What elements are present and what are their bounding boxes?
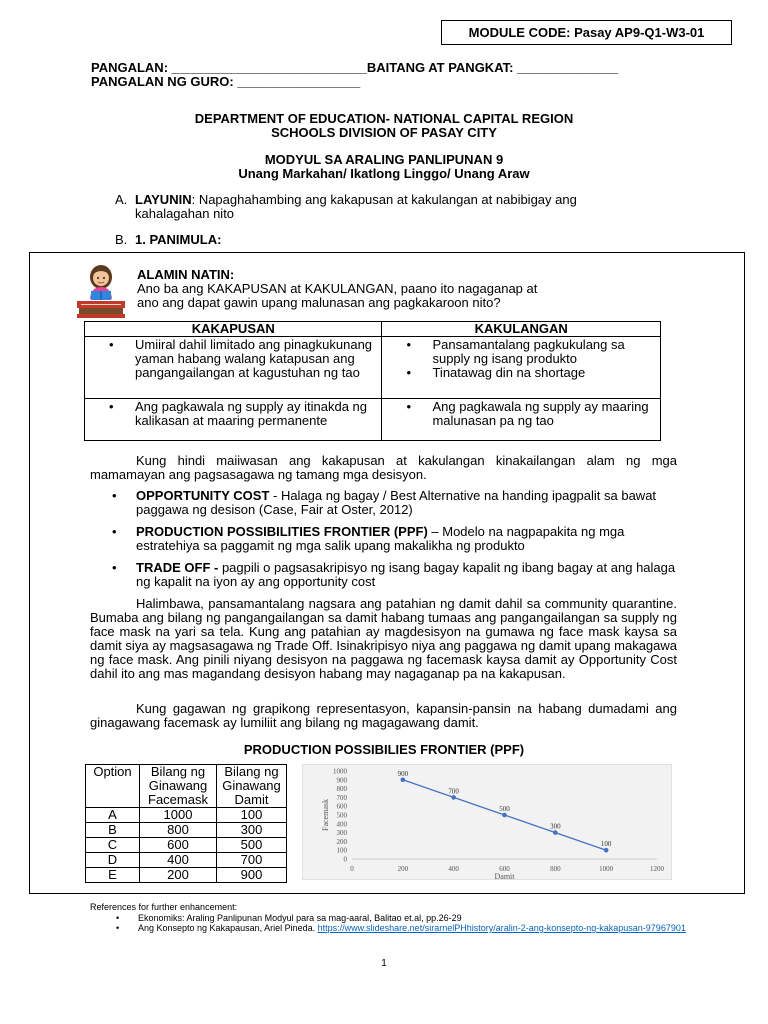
- ppf-chart: [302, 764, 672, 880]
- table-cell: 600: [140, 838, 217, 853]
- definition-text: – Modelo na nagpapakita ng mga estratehiya sa paggamit ng mga salik upang makalikha ng produkto: [136, 524, 625, 553]
- data-point: [553, 830, 558, 835]
- section-a-text: : Napaghahambing ang kakapusan at kakulangan at nabibigay ang kahalagahan nito: [135, 192, 577, 221]
- table-row: [86, 808, 287, 823]
- x-tick-label: 1000: [599, 865, 614, 873]
- list-item: • Ang pagkawala ng supply ay itinakda ng kalikasan at maaring permanente: [89, 400, 377, 428]
- paragraph: [90, 597, 677, 681]
- table-cell: B: [86, 823, 140, 838]
- page-number: 1: [381, 958, 387, 969]
- table-cell: [382, 399, 661, 441]
- module-title: MODYUL SA ARALING PANLIPUNAN 9: [264, 152, 504, 167]
- y-tick-label: 500: [336, 811, 347, 820]
- data-label: 300: [550, 822, 561, 831]
- table-cell: 400: [140, 853, 217, 868]
- table-cell: 900: [217, 868, 287, 883]
- list-item: • Umiiral dahil limitado ang pinagkukunang yaman habang walang katapusan ang pangangailangan at kagustuhan ng tao: [89, 338, 377, 380]
- x-tick-label: 0: [350, 865, 354, 873]
- section-a-objective: [115, 193, 625, 221]
- module-code: MODULE CODE: Pasay AP9-Q1-W3-01: [468, 25, 705, 40]
- table-row: [86, 868, 287, 883]
- table-row: [86, 838, 287, 853]
- references: [90, 902, 690, 933]
- data-point: [451, 795, 456, 800]
- paragraph: [90, 454, 677, 482]
- data-label: 900: [397, 769, 409, 778]
- reference-text: Ekonomiks: Araling Panlipunan Modyul para sa mag-aaral, Balitao et.al, pp.26-29: [138, 913, 462, 923]
- student-name-line: PANGALAN: ___________________________BAITANG AT PANGKAT: ______________: [91, 60, 619, 75]
- table-header: KAKAPUSAN: [85, 322, 382, 337]
- reference-text: Ang Konsepto ng Kakapausan, Ariel Pineda.: [138, 923, 318, 933]
- table-cell: E: [86, 868, 140, 883]
- y-tick-label: 700: [336, 793, 347, 802]
- division-heading: SCHOOLS DIVISION OF PASAY CITY: [271, 125, 497, 140]
- table-cell: C: [86, 838, 140, 853]
- section-b-label: 1. PANIMULA:: [135, 232, 222, 247]
- x-tick-label: 200: [397, 865, 409, 873]
- section-b-letter: B.: [115, 232, 128, 247]
- data-point: [604, 848, 609, 853]
- y-tick-label: 900: [336, 776, 347, 785]
- definition-term: TRADE OFF -: [136, 560, 219, 575]
- module-code-box: [441, 20, 732, 45]
- data-point: [502, 813, 507, 818]
- data-point: [401, 778, 406, 783]
- quarter-week-day: Unang Markahan/ Ikatlong Linggo/ Unang Araw: [238, 166, 530, 181]
- table-header: Bilang ng Ginawang Facemask: [140, 765, 217, 808]
- table-cell: D: [86, 853, 140, 868]
- y-tick-label: 100: [336, 846, 347, 855]
- alamin-title: ALAMIN NATIN:: [137, 267, 235, 282]
- data-label: 500: [499, 805, 510, 813]
- kakapusan-kakulangan-table: [84, 321, 661, 441]
- x-tick-label: 400: [448, 865, 459, 873]
- table-cell: A: [86, 808, 140, 823]
- table-cell: 500: [217, 838, 287, 853]
- y-tick-label: 200: [336, 837, 347, 846]
- x-tick-label: 1200: [650, 865, 664, 873]
- student-reading-icon: [73, 263, 131, 319]
- ppf-chart-svg: [302, 764, 672, 880]
- x-tick-label: 800: [550, 865, 561, 873]
- list-item: • Ang pagkawala ng supply ay maaring malunasan pa ng tao: [386, 400, 656, 428]
- x-axis-label: Damit: [494, 872, 515, 880]
- options-table: [85, 764, 287, 883]
- paragraph: [90, 702, 677, 730]
- definition-text: - Halaga ng bagay / Best Alternative na handing ipagpalit sa bawat paggawa ng desison (Case, Fair at Oster, 2012): [136, 488, 657, 517]
- list-item: • Pansamantalang pagkukulang sa supply ng isang produkto: [386, 338, 656, 366]
- y-tick-label: 1000: [333, 767, 347, 776]
- paragraph-text: Kung hindi maiiwasan ang kakapusan at kakulangan kinakailangan alam ng mga mamamayan ang pagsasagawa ng tamang mga desisyon.: [90, 453, 677, 482]
- reference-item: [90, 923, 690, 933]
- definition-text: pagpili o pagsasakripisyo ng isang bagay kapalit ng ibang bagay at ang halaga ng kapalit na iyon ay ang opportunity cost: [136, 560, 676, 589]
- section-a-letter: A.: [115, 192, 128, 207]
- y-tick-label: 0: [343, 855, 347, 864]
- y-tick-label: 400: [336, 820, 347, 829]
- table-header: Option: [86, 765, 140, 808]
- definition-bullet: • OPPORTUNITY COST - Halaga ng bagay / Best Alternative na handing ipagpalit sa bawat paggawa ng desison (Case, Fair at Oster, 2012): [112, 488, 657, 517]
- table-cell: [85, 399, 382, 441]
- chart-background: [302, 764, 672, 880]
- alamin-question-line1: Ano ba ang KAKAPUSAN at KAKULANGAN, paano ito nagaganap at: [137, 281, 538, 296]
- ppf-title: PRODUCTION POSSIBILIES FRONTIER (PPF): [243, 742, 525, 757]
- definition-term: PRODUCTION POSSIBILITIES FRONTIER (PPF): [136, 524, 428, 539]
- data-label: 100: [600, 840, 612, 849]
- section-a-label: LAYUNIN: [135, 192, 192, 207]
- paragraph-text: Kung gagawan ng grapikong representasyon, kapansin-pansin na habang dumadami ang ginagawang facemask ay lumiliit ang bilang ng magagawang damit.: [90, 701, 677, 730]
- x-tick-label: 600: [499, 865, 510, 873]
- list-item: • Tinatawag din na shortage: [386, 366, 656, 380]
- definition-term: OPPORTUNITY COST: [136, 488, 270, 503]
- table-row: [86, 853, 287, 868]
- data-label: 700: [448, 787, 459, 796]
- reference-item: [90, 913, 690, 923]
- y-tick-label: 300: [336, 829, 347, 838]
- table-cell: 800: [140, 823, 217, 838]
- paragraph-text: Halimbawa, pansamantalang nagsara ang patahian ng damit dahil sa community quarantine. Bumaba ang bilang ng pangangailangan sa damit habang tumaas ang pangangailangan sa supply ng face mask na yari sa tela. Kung ang patahian ay magdesisyon na gumawa ng face mask kaysa sa damit siya ay magsasagawa ng Trade Off. Isinakripisyo niya ang paggawa ng damit upang makagawa ng face mask. Ang pinili niyang desisyon na paggawa ng facemask kaysa damit ay Opportunity Cost dahil ito ang mas magandang desisyon habang may nagaganap pa na kakapusan.: [90, 596, 677, 681]
- y-tick-label: 600: [336, 802, 347, 811]
- table-cell: 700: [217, 853, 287, 868]
- definition-bullet: • TRADE OFF - pagpili o pagsasakripisyo ng isang bagay kapalit ng ibang bagay at ang halaga ng kapalit na iyon ay ang opportunity cost: [112, 560, 676, 589]
- reference-link[interactable]: https://www.slideshare.net/sirarnelPHhistory/aralin-2-ang-konsepto-ng-kakapusan-97967901: [317, 923, 686, 933]
- definition-bullet: • PRODUCTION POSSIBILITIES FRONTIER (PPF) – Modelo na nagpapakita ng mga estratehiya sa paggamit ng mga salik upang makalikha ng produkto: [112, 524, 625, 553]
- table-cell: 100: [217, 808, 287, 823]
- table-cell: [85, 337, 382, 399]
- table-row: [86, 823, 287, 838]
- references-title: References for further enhancement:: [90, 902, 238, 912]
- teacher-name-line: PANGALAN NG GURO: _________________: [91, 74, 361, 89]
- y-tick-label: 800: [336, 785, 347, 794]
- alamin-question-line2: ano ang dapat gawin upang malunasan ang pagkakaroon nito?: [137, 295, 501, 310]
- table-cell: 1000: [140, 808, 217, 823]
- department-heading: DEPARTMENT OF EDUCATION- NATIONAL CAPITAL REGION: [194, 111, 574, 126]
- alamin-natin: [137, 268, 537, 310]
- section-b-intro: [115, 232, 221, 247]
- table-header: Bilang ng Ginawang Damit: [217, 765, 287, 808]
- y-axis-label: Facemask: [321, 799, 330, 831]
- table-header: KAKULANGAN: [382, 322, 661, 337]
- table-cell: [382, 337, 661, 399]
- table-cell: 300: [217, 823, 287, 838]
- table-cell: 200: [140, 868, 217, 883]
